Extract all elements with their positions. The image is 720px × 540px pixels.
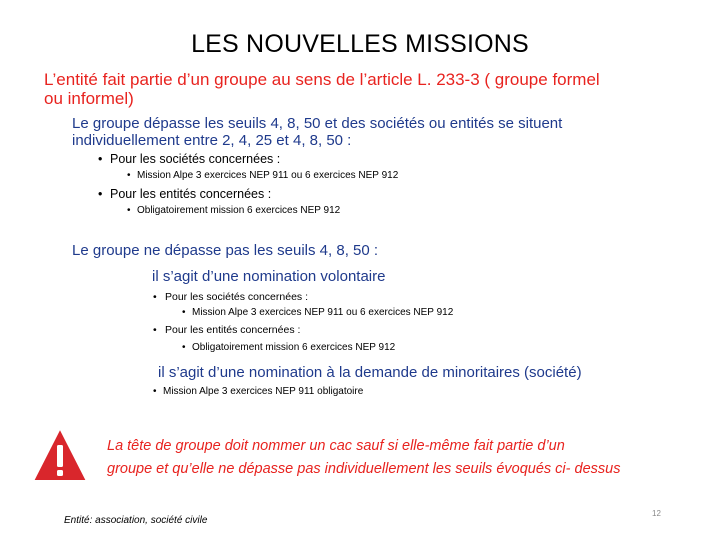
bullet-text: Pour les sociétés concernées : <box>110 152 281 166</box>
sub-bullet-text: Mission Alpe 3 exercices NEP 911 ou 6 exercices NEP 912 <box>192 307 454 318</box>
voluntary-bullet-entites <box>153 324 300 336</box>
footnote: Entité: association, société civile <box>64 515 208 526</box>
bullet-text: Pour les entités concernées : <box>165 324 301 336</box>
bullet-text: Pour les sociétés concernées : <box>165 291 308 303</box>
bullet-icon: • <box>182 342 186 353</box>
voluntary-sub-entites <box>182 342 395 353</box>
bullet-icon: • <box>153 291 157 303</box>
sub-bullet-text: Obligatoirement mission 6 exercices NEP 912 <box>192 342 396 353</box>
not-exceeds-heading: Le groupe ne dépasse pas les seuils 4, 8, 50 : <box>72 242 379 259</box>
minority-sub <box>153 386 363 397</box>
intro-line-2: ou informel) <box>44 89 134 108</box>
voluntary-bullet-societes <box>153 291 308 303</box>
bullet-icon: • <box>127 170 131 181</box>
slide-title: LES NOUVELLES MISSIONS <box>191 30 529 58</box>
bullet-icon: • <box>127 205 131 216</box>
bullet-icon: • <box>153 386 157 397</box>
exceeds-heading-line-2: individuellement entre 2, 4, 25 et 4, 8, 50 : <box>72 132 352 149</box>
warning-text-line-2: groupe et qu’elle ne dépasse pas individuellement les seuils évoqués ci- dessus <box>107 461 621 477</box>
voluntary-sub-societes <box>182 307 453 318</box>
sub-bullet-text: Mission Alpe 3 exercices NEP 911 ou 6 exercices NEP 912 <box>137 170 399 181</box>
voluntary-heading: il s’agit d’une nomination volontaire <box>152 268 386 285</box>
exceeds-heading-line-1: Le groupe dépasse les seuils 4, 8, 50 et des sociétés ou entités se situent <box>72 115 563 132</box>
bullet-icon: • <box>153 324 157 336</box>
exceeds-bullet-entites <box>98 187 271 201</box>
bullet-text: Pour les entités concernées : <box>110 187 272 201</box>
bullet-icon: • <box>98 187 103 201</box>
exceeds-sub-societes <box>127 170 398 181</box>
page-number: 12 <box>652 509 661 518</box>
exceeds-sub-entites <box>127 205 340 216</box>
bullet-icon: • <box>182 307 186 318</box>
bullet-icon: • <box>98 152 103 166</box>
warning-text-line-1: La tête de groupe doit nommer un cac sauf si elle-même fait partie d’un <box>107 438 565 454</box>
minority-heading: il s’agit d’une nomination à la demande de minoritaires (société) <box>158 364 582 381</box>
intro-line-1: L’entité fait partie d’un groupe au sens de l’article L. 233-3 ( groupe formel <box>44 70 600 89</box>
sub-bullet-text: Mission Alpe 3 exercices NEP 911 obligatoire <box>163 386 364 397</box>
warning-icon <box>30 425 90 485</box>
sub-bullet-text: Obligatoirement mission 6 exercices NEP 912 <box>137 205 341 216</box>
exceeds-bullet-societes <box>98 152 280 166</box>
